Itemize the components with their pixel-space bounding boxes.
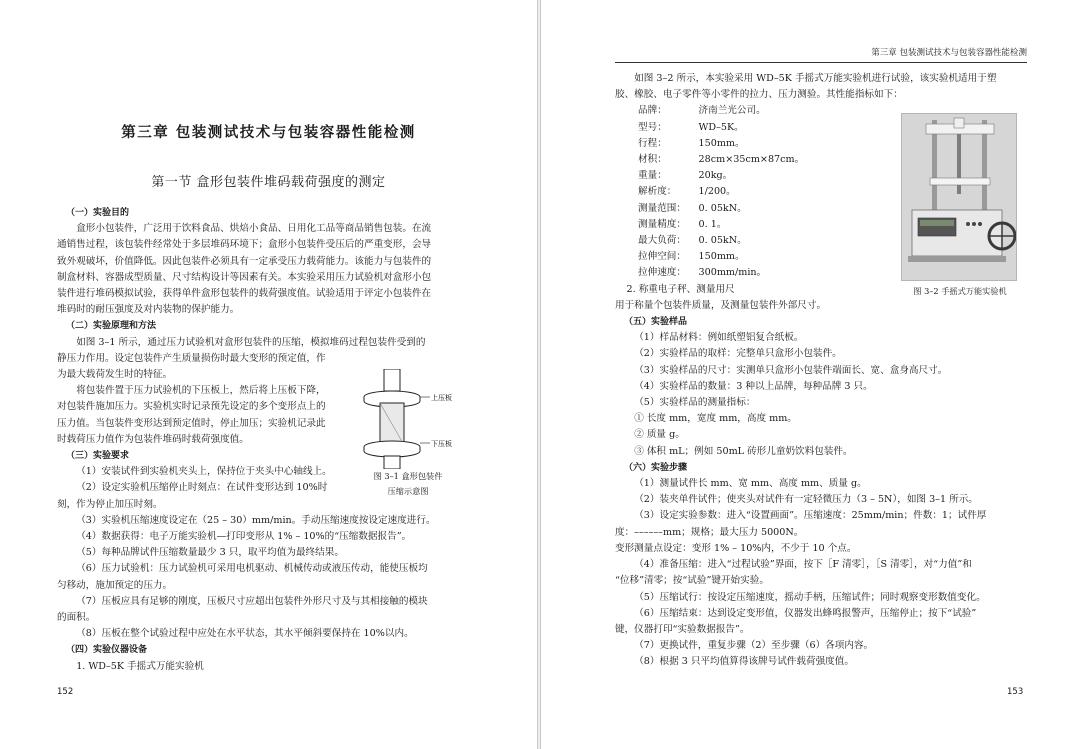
- text-line: 胶、橡胶、电子零件等小零件的拉力、压力测验。其性能指标如下：: [615, 89, 903, 101]
- heading-steps: （六）实验步骤: [624, 462, 688, 473]
- spec-label: 拉伸空间：: [638, 251, 686, 263]
- spec-value: 20kg。: [698, 170, 733, 182]
- text-line: （6）压缩结束：达到设定变形值，仪器发出蜂鸣报警声，压缩停止；按下“试验”: [634, 607, 977, 619]
- spec-value: 济南兰光公司。: [698, 105, 766, 117]
- text-line: 度：––––––mm；规格；最大压力 5000N。: [615, 526, 804, 538]
- spec-label: 品牌：: [638, 105, 667, 117]
- text-line: （4）准备压缩：进入“过程试验”界面，按下［F 清零］，［S 清零］，对“力值”和: [634, 559, 972, 571]
- text-line: （4）数据获得：电子万能实验机—打印变形从 1% – 10%的“压缩数据报告”。: [76, 531, 412, 543]
- text-line: 堆码时的耐压强度及对内装物的保护能力。: [57, 304, 240, 316]
- figure-3-1-caption-line2: 压缩示意图: [387, 486, 429, 496]
- left-page: [0, 0, 538, 749]
- spec-label: 材积：: [638, 154, 667, 166]
- spec-value: 1/200。: [698, 186, 736, 198]
- spec-value: 28cm×35cm×87cm。: [698, 154, 805, 166]
- compression-diagram: [354, 369, 462, 469]
- heading-purpose: （一）实验目的: [66, 208, 130, 218]
- figure-3-2: [901, 113, 1019, 299]
- spec-label: 行程：: [638, 137, 667, 149]
- text-line: （5）实验样品的测量指标：: [634, 397, 756, 409]
- testing-machine-photo: [901, 113, 1017, 281]
- text-line: （8）根据 3 只平均值算得该牌号试件载荷强度值。: [634, 656, 854, 668]
- text-line: 如图 3–1 所示，通过压力试验机对盒形包装件的压缩，模拟堆码过程包装件受到的: [76, 336, 426, 348]
- running-header: 第三章 包装测试技术与包装容器性能检测: [615, 46, 1027, 63]
- text-line: ① 长度 mm，宽度 mm，高度 mm。: [634, 413, 797, 425]
- text-line: 制盒材料、容器成型质量、尺寸结构设计等因素有关。本实验采用压力试验机对盒形小包: [57, 271, 432, 283]
- upper-shaft: [384, 369, 400, 391]
- spec-label: 最大负荷：: [638, 235, 686, 247]
- spec-label: 型号：: [638, 121, 667, 133]
- section-title: 第一节 盒形包装件堆码载荷强度的测定: [151, 175, 386, 190]
- figure-3-2-caption: 图 3–2 手摇式万能实验机: [913, 286, 1007, 296]
- text-line: 致外观破坏，价值降低。因此包装件必须具有一定承受压力载荷能力。该能力与包装件的: [57, 255, 432, 267]
- page-number-left: 152: [57, 687, 74, 697]
- text-line: （1）样品材料：例如纸塑铝复合纸板。: [634, 332, 804, 344]
- text-line: 压力值。当包装件变形达到预定值时，停止加压；实验机记录此: [57, 417, 326, 429]
- spec-value: 150mm。: [698, 137, 745, 149]
- heading-equipment: （四）实验仪器设备: [66, 645, 148, 656]
- spec-label: 拉伸速度：: [638, 267, 686, 279]
- spec-value: 0. 05kN。: [698, 235, 747, 247]
- heading-samples: （五）实验样品: [624, 317, 688, 328]
- text-line: ③ 体积 mL；例如 50mL 砖形儿童奶饮料包装件。: [634, 445, 853, 457]
- figure-3-1-caption-line1: 图 3–1 盒形包装件: [373, 471, 443, 481]
- text-line: （7）压板应具有足够的刚度，压板尺寸应超出包装件外形尺寸及与其相接触的模块: [76, 595, 428, 607]
- text-line: 对包装件施加压力。实验机实时记录预先设定的多个变形点上的: [57, 401, 326, 413]
- spec-label: 解析度：: [638, 186, 677, 198]
- text-line: 静压力作用。设定包装件产生质量损伤时最大变形的预定值，作: [57, 352, 326, 364]
- text-line: 变形测量点设定：变形 1% – 10%内，不少于 10 个点。: [615, 542, 857, 554]
- spec-value: 0. 1。: [698, 218, 727, 230]
- text-line: 时载荷压力值作为包装件堆码时载荷强度值。: [57, 433, 249, 445]
- text-line: ② 质量 g。: [634, 429, 685, 441]
- text-line: （6）压力试验机：压力试验机可采用电机驱动、机械传动或液压传动，能使压板均: [76, 563, 428, 575]
- text-line: （2）装夹单件试件；使夹头对试件有一定轻微压力（3 – 5N），如图 3–1 所示。: [634, 494, 978, 506]
- text-line: 为最大载荷发生时的特征。: [57, 369, 173, 381]
- text-line: （2）设定实验机压缩停止时刻点：在试件变形达到 10%时: [76, 482, 328, 494]
- text-line: 将包装件置于压力试验机的下压板上，然后将上压板下降，: [76, 385, 326, 397]
- text-line: （3）实验样品的尺寸：实测单只盒形小包装件端面长、宽、盒身高尺寸。: [634, 364, 948, 376]
- text-line: 1. WD–5K 手摇式万能实验机: [76, 660, 204, 672]
- text-line: （5）压缩试行：按设定压缩速度，摇动手柄，压缩试件；同时观察变形数值变化。: [634, 591, 986, 603]
- text-line: （1）测量试件长 mm、宽 mm、高度 mm、质量 g。: [634, 478, 867, 490]
- text-line: （3）实验机压缩速度设定在（25 – 30）mm/min。手动压缩速度按设定速度进行。: [76, 514, 436, 526]
- spec-label: 测量精度：: [638, 218, 686, 230]
- text-line: 盒形小包装件，广泛用于饮料食品、烘焙小食品、日用化工品等商品销售包装。在流: [76, 223, 432, 235]
- chapter-title: 第三章 包装测试技术与包装容器性能检测: [121, 125, 416, 141]
- text-line: （5）每种品牌试件压缩数量最少 3 只，取平均值为最终结果。: [76, 547, 344, 559]
- lower-plate-label: 下压板: [431, 440, 452, 448]
- text-line: （1）安装试件到实验机夹头上，保持位于夹头中心轴线上。: [76, 466, 332, 478]
- right-page: [540, 0, 1078, 749]
- text-line: 装件进行堆码模拟试验，获得单件盒形包装件的载荷强度值。试验适用于评定小包装件在: [57, 288, 432, 300]
- heading-principle: （二）实验原理和方法: [66, 321, 157, 332]
- text-line: 如图 3–2 所示，本实验采用 WD–5K 手摇式万能实验机进行试验，该实验机适用于塑: [634, 73, 997, 84]
- text-line: “位移”清零；按“试验”键开始实验。: [615, 575, 769, 587]
- spec-label: 重量：: [638, 170, 667, 182]
- spec-value: 0. 05kN。: [698, 202, 747, 214]
- spec-value: WD–5K。: [698, 121, 744, 133]
- text-line: 的面积。: [57, 612, 96, 624]
- spec-value: 300mm/min。: [698, 267, 767, 279]
- text-line: 2. 称重电子秤、测量用尺: [626, 283, 735, 295]
- text-line: 键，仪器打印“实验数据报告”。: [615, 623, 750, 635]
- text-line: 刻，作为停止加压时刻。: [57, 498, 163, 510]
- text-line: 通销售过程，该包装件经常处于多层堆码环境下；盒形小包装件受压后的严重变形，会导: [57, 239, 432, 251]
- text-line: 用于称量个包装件质量，及测量包装件外部尺寸。: [615, 299, 827, 311]
- figure-3-1: [354, 369, 462, 499]
- page-number-right: 153: [1007, 687, 1024, 697]
- spec-value: 150mm。: [698, 251, 745, 263]
- upper-plate-label: 上压板: [431, 394, 452, 402]
- text-line: 匀移动，施加预定的压力。: [57, 579, 173, 591]
- spec-label: 测量范围：: [638, 202, 686, 214]
- text-line: （3）设定实验参数：进入“设置画面”。压缩速度：25mm/min；件数：1；试件厚: [634, 510, 987, 522]
- text-line: （7）更换试件，重复步骤（2）至步骤（6）各项内容。: [634, 640, 874, 652]
- text-line: （4）实验样品的数量：3 种以上品牌，每种品牌 3 只。: [634, 380, 873, 392]
- text-line: （8）压板在整个试验过程中应处在水平状态，其水平倾斜要保持在 10%以内。: [76, 628, 414, 640]
- text-line: （2）实验样品的取样：完整单只盒形小包装件。: [634, 348, 842, 360]
- heading-requirements: （三）实验要求: [66, 451, 130, 462]
